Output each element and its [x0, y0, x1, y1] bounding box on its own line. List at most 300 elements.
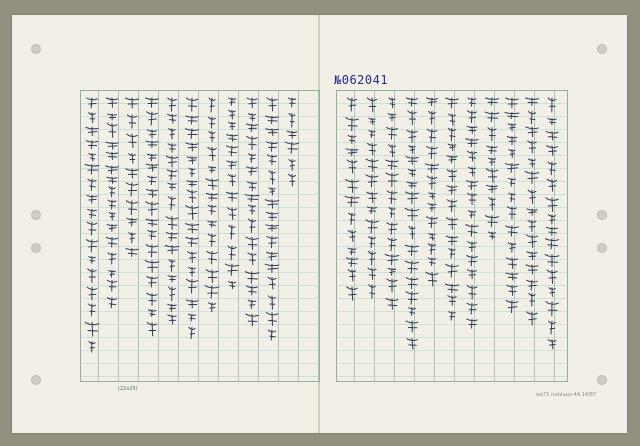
handwriting-stroke: [549, 288, 555, 297]
handwriting-stroke: [106, 166, 119, 174]
handwriting-stroke: [468, 211, 475, 218]
handwriting-stroke: [188, 252, 197, 263]
handwriting-stroke: [85, 322, 98, 336]
handwriting-stroke: [546, 302, 559, 316]
handwriting-stroke: [367, 192, 377, 202]
handwriting-stroke: [247, 124, 258, 132]
handwriting-stroke: [289, 160, 295, 171]
handwriting-stroke: [528, 141, 537, 153]
handwriting-stroke: [209, 117, 216, 128]
handwriting-stroke: [189, 267, 196, 276]
handwriting-stroke: [267, 142, 278, 151]
handwriting-stroke: [147, 277, 158, 287]
handwriting-stroke: [168, 315, 176, 324]
handwriting-stroke: [126, 248, 138, 256]
handwriting-stroke: [88, 209, 97, 218]
handwriting-stroke: [386, 160, 398, 169]
handwriting-stroke: [185, 224, 198, 233]
handwriting-stroke: [467, 151, 476, 161]
handwriting-stroke: [269, 171, 275, 184]
handwriting-stroke: [467, 319, 477, 328]
handwriting-stroke: [146, 219, 158, 226]
handwriting-stroke: [186, 237, 198, 246]
handwriting-stroke: [369, 237, 376, 248]
handwriting-stroke: [547, 179, 556, 191]
handwriting-stroke: [248, 253, 256, 265]
handwriting-stroke: [246, 314, 258, 326]
handwriting-stroke: [226, 192, 237, 201]
handwriting-stroke: [166, 156, 177, 167]
handwriting-stroke: [146, 98, 159, 107]
handwriting-stroke: [267, 252, 278, 260]
handwriting-stroke: [229, 282, 236, 289]
handwriting-stroke: [488, 128, 496, 141]
handwriting-stroke: [147, 293, 157, 305]
handwriting-stroke: [167, 170, 177, 180]
handwriting-stroke: [187, 279, 198, 293]
handwriting-stroke: [506, 98, 518, 108]
handwriting-stroke: [247, 286, 258, 295]
handwriting-stroke: [146, 141, 158, 147]
handwriting-stroke: [145, 261, 159, 273]
handwriting-stroke: [408, 169, 415, 176]
handwriting-stroke: [527, 209, 537, 215]
handwriting-stroke: [267, 236, 277, 247]
handwriting-stroke: [366, 220, 378, 233]
handwriting-stroke: [467, 126, 477, 133]
handwriting-stroke: [467, 270, 476, 279]
handwriting-stroke: [146, 245, 158, 257]
handwriting-stroke: [488, 158, 495, 165]
handwriting-stroke: [245, 195, 259, 202]
handwriting-stroke: [446, 218, 457, 229]
handwriting-stroke: [89, 153, 95, 160]
handwriting-stroke: [86, 240, 97, 252]
handwriting-stroke: [247, 167, 258, 175]
handwriting-stroke: [269, 188, 275, 195]
handwriting-stroke: [107, 224, 117, 231]
handwriting-stroke: [427, 146, 438, 158]
handwriting-stroke: [225, 264, 238, 275]
handwriting-stroke: [168, 144, 176, 152]
handwriting-stroke: [407, 182, 417, 188]
handwriting-stroke: [428, 244, 435, 255]
handwriting-stroke: [526, 98, 539, 105]
handwriting-stroke: [387, 223, 398, 235]
handwriting-stroke: [187, 190, 196, 202]
handwriting-stroke: [228, 175, 236, 186]
handwriting-stroke: [346, 118, 359, 131]
handwriting-stroke: [448, 296, 456, 305]
handwriting-stroke: [549, 321, 556, 334]
handwriting-stroke: [448, 128, 455, 141]
handwriting-stroke: [208, 167, 215, 173]
handwriting-stroke: [429, 234, 435, 241]
handwriting-stroke: [346, 149, 358, 156]
handwriting-stroke: [169, 260, 175, 272]
handwriting-stroke: [467, 181, 478, 190]
handwriting-stroke: [288, 98, 296, 107]
handwriting-stroke: [87, 195, 97, 203]
handwriting-stroke: [426, 272, 438, 286]
handwriting-stroke: [385, 254, 399, 264]
handwriting-stroke: [509, 193, 515, 202]
handwriting-stroke: [408, 111, 417, 125]
handwriting-stroke: [266, 129, 278, 136]
handwriting-stroke: [507, 136, 517, 144]
handwriting-stroke: [248, 114, 255, 121]
handwriting-stroke: [386, 173, 398, 186]
handwriting-stroke: [348, 248, 356, 255]
handwriting-stroke: [467, 286, 477, 299]
handwriting-stroke: [349, 213, 356, 224]
handwriting-stroke: [87, 222, 97, 235]
handwriting-stroke: [427, 129, 436, 142]
handwriting-stroke: [208, 205, 216, 214]
handwriting-stroke: [429, 193, 435, 199]
handwriting-stroke: [148, 176, 157, 184]
handwriting-stroke: [189, 168, 195, 176]
handwriting-stroke: [229, 110, 236, 119]
handwriting-stroke: [89, 342, 95, 352]
handwriting-stroke: [187, 157, 197, 164]
handwriting-stroke: [127, 115, 136, 128]
handwriting-stroke: [266, 116, 279, 123]
handwriting-stroke: [529, 159, 536, 167]
handwriting-stroke: [529, 293, 535, 306]
handwriting-stroke: [405, 261, 418, 273]
handwriting-stroke: [508, 207, 517, 219]
handwriting-stroke: [345, 196, 359, 206]
handwriting-stroke: [369, 285, 376, 299]
handwriting-stroke: [527, 235, 538, 248]
handwriting-stroke: [389, 145, 396, 157]
handwriting-stroke: [168, 304, 177, 311]
handwriting-stroke: [106, 152, 118, 159]
handwriting-stroke: [109, 187, 115, 197]
handwriting-stroke: [346, 258, 358, 267]
handwriting-stroke: [387, 279, 397, 292]
handwriting-stroke: [366, 175, 378, 187]
handwriting-stroke: [247, 182, 256, 191]
handwriting-stroke: [187, 181, 197, 187]
handwriting-stroke: [528, 220, 536, 231]
handwriting-stroke: [89, 257, 95, 264]
handwriting-stroke: [449, 312, 456, 320]
handwriting-stroke: [386, 299, 398, 310]
handwriting-stroke: [388, 238, 396, 251]
handwriting-stroke: [108, 253, 116, 264]
handwriting-stroke: [528, 112, 535, 124]
handwriting-stroke: [229, 225, 235, 239]
handwriting-stroke: [506, 300, 518, 312]
handwriting-stroke: [507, 285, 517, 295]
handwriting-stroke: [487, 146, 497, 154]
handwriting-stroke: [208, 303, 215, 312]
handwriting-stroke: [289, 113, 295, 127]
handwriting-stroke: [86, 127, 98, 135]
handwriting-stroke: [88, 304, 95, 316]
handwriting-stroke: [87, 287, 97, 300]
handwriting-stroke: [208, 234, 216, 246]
handwriting-stroke: [186, 116, 198, 124]
handwriting-stroke: [546, 198, 558, 212]
handwriting-stroke: [229, 122, 236, 129]
handwriting-stroke: [126, 169, 138, 178]
handwriting-stroke: [208, 147, 216, 161]
handwriting-stroke: [246, 237, 258, 249]
handwriting-stroke: [347, 160, 357, 173]
handwriting-stroke: [467, 303, 477, 314]
handwriting-stroke: [449, 114, 456, 125]
handwriting-stroke: [249, 205, 256, 214]
handwriting-stroke: [267, 155, 276, 165]
handwriting-stroke: [389, 208, 395, 218]
handwriting-stroke: [226, 146, 237, 156]
handwriting-stroke: [545, 239, 558, 249]
handwriting-stroke: [509, 178, 516, 186]
handwriting-stroke: [189, 327, 195, 338]
handwriting-stroke: [427, 176, 436, 189]
handwriting-stroke: [526, 265, 538, 274]
handwriting-stroke: [466, 139, 478, 147]
handwriting-stroke: [209, 132, 215, 142]
handwriting-stroke: [146, 164, 158, 171]
handwriting-stroke: [447, 200, 456, 212]
handwriting-stroke: [506, 273, 518, 280]
handwriting-stroke: [448, 144, 456, 150]
handwriting-stroke: [247, 136, 257, 149]
handwriting-stroke: [265, 264, 279, 272]
handwriting-stroke: [489, 198, 495, 210]
handwriting-stroke: [129, 233, 135, 243]
handwriting-stroke: [168, 276, 176, 282]
handwriting-stroke: [108, 200, 116, 209]
handwriting-stroke: [186, 300, 198, 308]
handwriting-stroke: [147, 323, 157, 336]
handwriting-stroke: [147, 130, 156, 138]
handwriting-stroke: [168, 197, 175, 210]
handwriting-stroke: [205, 286, 219, 298]
handwriting-stroke: [207, 251, 217, 264]
handwriting-stroke: [88, 179, 96, 190]
handwriting-stroke: [468, 167, 475, 176]
handwriting-stroke: [485, 216, 498, 227]
handwriting-stroke: [348, 230, 356, 241]
handwriting-stroke: [388, 268, 396, 275]
handwriting-stroke: [125, 98, 138, 108]
handwriting-stroke: [165, 246, 179, 254]
handwriting-stroke: [267, 212, 278, 220]
handwriting-stroke: [107, 298, 116, 308]
handwriting-stroke: [248, 300, 255, 308]
handwriting-stroke: [366, 159, 378, 171]
handwriting-stroke: [525, 171, 539, 183]
handwriting-stroke: [127, 134, 137, 147]
handwriting-stroke: [369, 131, 375, 138]
handwriting-stroke: [266, 313, 277, 326]
handwriting-stroke: [467, 111, 476, 123]
handwriting-stroke: [206, 179, 218, 190]
handwriting-stroke: [409, 227, 415, 239]
handwriting-stroke: [548, 340, 556, 349]
handwriting-stroke: [487, 185, 498, 192]
handwriting-stroke: [106, 98, 117, 107]
handwriting-stroke: [407, 130, 417, 142]
handwriting-stroke: [468, 242, 477, 252]
handwriting-stroke: [208, 221, 217, 227]
handwriting-stroke: [527, 252, 537, 260]
handwriting-stroke: [527, 312, 538, 325]
handwriting-stroke: [106, 142, 118, 149]
handwriting-stroke: [249, 154, 256, 162]
handwriting-stroke: [367, 98, 376, 112]
handwriting-stroke: [446, 264, 458, 277]
handwriting-stroke: [245, 272, 258, 283]
handwriting-stroke: [265, 200, 279, 208]
handwriting-stroke: [166, 217, 178, 230]
handwriting-stroke: [425, 164, 438, 173]
handwriting-stroke: [186, 206, 198, 220]
handwriting-stroke: [528, 190, 536, 204]
handwriting-stroke: [147, 154, 156, 161]
handwriting-stroke: [508, 124, 516, 131]
handwriting-stroke: [206, 193, 217, 200]
handwriting-stroke: [347, 287, 357, 300]
handwriting-stroke: [548, 98, 556, 112]
handwriting-stroke: [368, 143, 377, 155]
handwriting-stroke: [428, 258, 436, 265]
handwriting-stroke: [545, 255, 559, 267]
handwriting-stroke: [405, 208, 419, 220]
handwriting-stroke: [546, 227, 557, 235]
handwriting-stroke: [526, 127, 539, 137]
handwriting-stroke: [387, 191, 397, 204]
handwriting-stroke: [109, 270, 116, 277]
handwriting-stroke: [169, 287, 176, 301]
handwriting-stroke: [406, 157, 418, 165]
handwriting-stroke: [485, 112, 499, 122]
handwriting-stroke: [505, 112, 519, 118]
handwriting-stroke: [348, 270, 356, 281]
handwriting-stroke: [345, 180, 358, 193]
handwriting-stroke: [168, 114, 177, 123]
handwriting-stroke: [468, 98, 476, 106]
handwriting-stroke: [485, 98, 498, 105]
handwriting-stroke: [446, 236, 458, 245]
handwriting-stroke: [227, 135, 238, 142]
archive-note: wx71 rudeuuu-44 14/87: [536, 392, 597, 398]
handwriting-stroke: [348, 136, 356, 144]
handwriting-stroke: [148, 230, 157, 239]
handwriting-stroke: [87, 98, 97, 108]
handwriting-stroke: [108, 114, 117, 120]
handwriting-stroke: [186, 143, 198, 151]
handwriting-stroke: [409, 308, 416, 316]
handwriting-stroke: [386, 127, 397, 139]
paper-code: (22x25): [118, 386, 138, 392]
handwriting-stroke: [347, 98, 356, 111]
serial-number: №062041: [334, 73, 389, 87]
handwriting-stroke: [406, 278, 418, 289]
handwriting-stroke: [126, 201, 137, 215]
handwriting-stroke: [445, 284, 458, 293]
handwriting-stroke: [505, 164, 518, 173]
handwriting-stroke: [468, 193, 477, 204]
handwriting-stroke: [369, 118, 375, 124]
handwriting-stroke: [388, 114, 396, 121]
handwriting-stroke: [428, 204, 436, 212]
handwriting-stroke: [186, 98, 197, 111]
handwriting-stroke: [107, 123, 117, 137]
handwriting-stroke: [406, 292, 418, 304]
handwriting-stroke: [405, 192, 418, 204]
handwriting-stroke: [148, 310, 155, 317]
handwriting-stroke: [266, 225, 278, 231]
handwriting-stroke: [507, 258, 518, 269]
handwriting-stroke: [169, 129, 175, 139]
handwriting-stroke: [106, 237, 118, 247]
handwriting-stroke: [289, 174, 296, 186]
handwriting-stroke: [509, 150, 515, 158]
handwriting-stroke: [129, 154, 136, 164]
handwriting-stroke: [146, 189, 157, 197]
handwriting-stroke: [426, 98, 437, 106]
handwriting-stroke: [368, 268, 376, 279]
handwriting-stroke: [109, 213, 115, 220]
handwriting-stroke: [268, 330, 276, 340]
handwriting-stroke: [88, 269, 97, 283]
handwriting-stroke: [548, 215, 555, 224]
handwriting-stroke: [227, 161, 237, 169]
handwriting-stroke: [85, 164, 99, 174]
handwriting-stroke: [446, 98, 459, 108]
handwriting-stroke: [488, 232, 495, 239]
handwriting-stroke: [89, 113, 96, 123]
handwriting-stroke: [147, 112, 158, 125]
handwriting-stroke: [268, 277, 276, 289]
handwriting-stroke: [547, 146, 558, 156]
handwriting-stroke: [407, 339, 417, 349]
handwriting-stroke: [285, 142, 299, 153]
handwriting-stroke: [168, 183, 176, 190]
handwriting-stroke: [206, 270, 218, 283]
handwriting-stroke: [409, 146, 415, 153]
handwriting-stroke: [429, 111, 436, 124]
handwriting-stroke: [508, 243, 516, 252]
handwriting-stroke: [267, 98, 277, 111]
handwriting-stroke: [447, 186, 457, 194]
handwriting-stroke: [447, 156, 457, 163]
handwriting-stroke: [188, 314, 195, 321]
handwriting-stroke: [449, 249, 455, 259]
handwriting-stroke: [447, 170, 457, 182]
handwriting-stroke: [168, 98, 177, 111]
handwriting-stroke: [107, 177, 117, 183]
handwriting-stroke: [86, 141, 97, 149]
handwriting-stroke: [227, 208, 236, 220]
handwriting-stroke: [228, 98, 235, 105]
handwriting-stroke: [406, 98, 417, 106]
handwriting-stroke: [287, 131, 297, 138]
handwriting-stroke: [406, 321, 418, 332]
handwriting-stroke: [426, 217, 437, 228]
handwriting-stroke: [367, 207, 376, 214]
handwriting-stroke: [389, 98, 395, 108]
handwriting-stroke: [548, 162, 556, 175]
handwriting-stroke: [486, 169, 498, 182]
handwriting-stroke: [467, 256, 478, 266]
